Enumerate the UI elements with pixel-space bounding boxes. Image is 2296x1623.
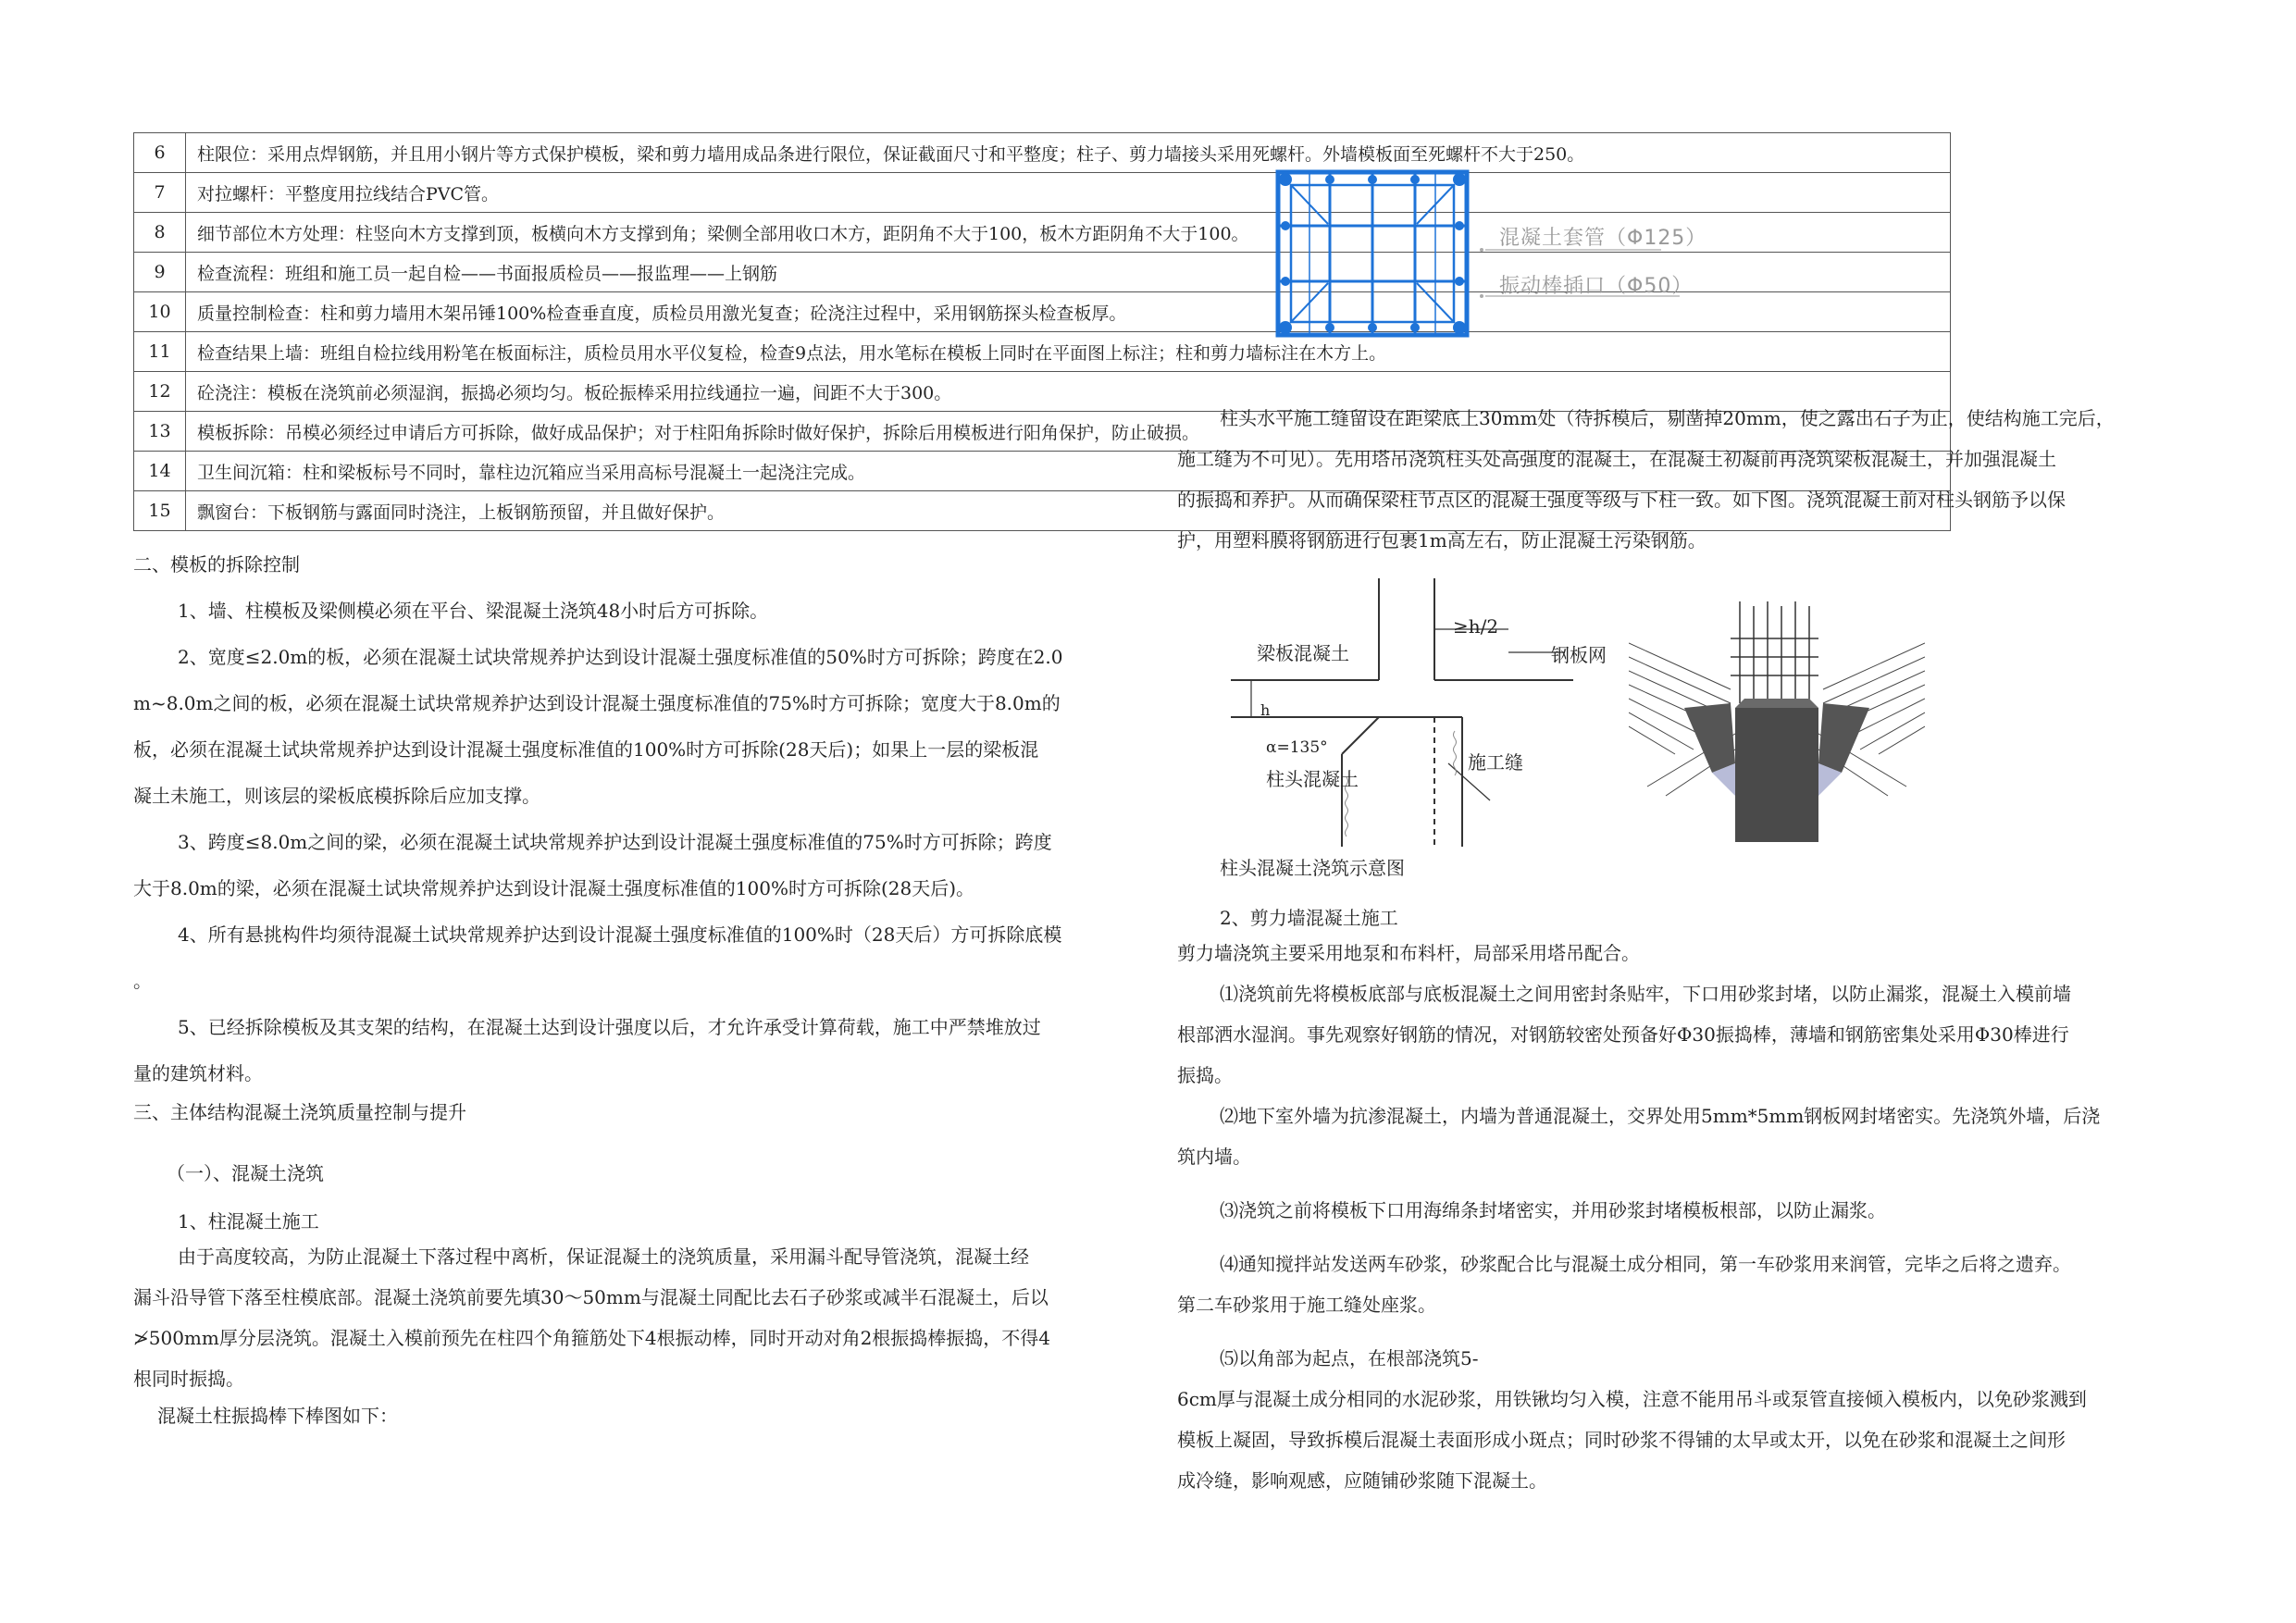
paragraph: ⑷通知搅拌站发送两车砂浆，砂浆配合比与混凝土成分相同，第一车砂浆用来润管，完毕之后将之遗弃。 [1220,1253,2071,1275]
row-number: 12 [134,372,186,412]
row-text: 对拉螺杆：平整度用拉线结合PVC管。 [186,173,1951,213]
column-rebar-figure [1272,167,1744,342]
paragraph: 根同时振捣。 [133,1368,244,1390]
paragraph: 漏斗沿导管下落至柱模底部。混凝土浇筑前要先填30～50mm与混凝土同配比去石子砂浆或减半石混凝土，后以 [133,1286,1049,1308]
row-text: 砼浇注：模板在浇筑前必须湿润，振捣必须均匀。板砼振棒采用拉线通拉一遍，间距不大于300。 [186,372,1951,412]
paragraph: ⑸以角部为起点，在根部浇筑5- [1220,1347,1479,1369]
table-row [134,372,1951,412]
subsection-heading: （一）、混凝土浇筑 [167,1162,324,1184]
paragraph: 2、宽度≤2.0m的板，必须在混凝土试块常规养护达到设计混凝土强度标准值的50%时方可拆除；跨度在2.0 [178,646,1063,668]
paragraph: 第二车砂浆用于施工缝处座浆。 [1177,1294,1436,1316]
paragraph: 5、已经拆除模板及其支架的结构，在混凝土达到设计强度以后，才允许承受计算荷载，施工中严禁堆放过 [178,1016,1041,1038]
figure-caption: 柱头混凝土浇筑示意图 [1220,857,1405,879]
paragraph: m~8.0m之间的板，必须在混凝土试块常规养护达到设计混凝土强度标准值的75%时方可拆除；宽度大于8.0m的 [133,692,1061,714]
paragraph: 剪力墙浇筑主要采用地泵和布料杆，局部采用塔吊配合。 [1177,942,1640,964]
paragraph: 成冷缝，影响观感，应随铺砂浆随下混凝土。 [1177,1469,1547,1492]
subsection-heading-column-concrete: 1、柱混凝土施工 [178,1210,319,1233]
angle-label: α=135° [1266,738,1328,757]
row-number: 14 [134,452,186,491]
row-number: 6 [134,133,186,173]
beam-column-joint-3d [1629,601,1925,842]
paragraph: 的振捣和养护。从而确保梁柱节点区的混凝土强度等级与下柱一致。如下图。浇筑混凝土前对柱头钢筋予以保 [1177,489,2066,511]
row-number: 7 [134,173,186,213]
column-head-joint-section [1231,578,1573,847]
row-number: 10 [134,292,186,332]
paragraph: 由于高度较高，为防止混凝土下落过程中离析，保证混凝土的浇筑质量，采用漏斗配导管浇筑，混凝土经 [178,1245,1029,1268]
paragraph: 根部洒水湿润。事先观察好钢筋的情况，对钢筋较密处预备好Φ30振捣棒，薄墙和钢筋密集处采用Φ30棒进行 [1177,1023,2069,1046]
row-number: 8 [134,213,186,253]
construction-joint-label: 施工缝 [1468,751,1523,774]
subsection-heading-shear-wall: 2、剪力墙混凝土施工 [1220,907,1398,929]
h-label: h [1260,701,1271,719]
paragraph: 振捣。 [1177,1064,1233,1086]
steel-mesh-label: 钢板网 [1551,644,1607,666]
paragraph: 4、所有悬挑构件均须待混凝土试块常规养护达到设计混凝土强度标准值的100%时（28天后）方可拆除底模 [178,923,1062,946]
paragraph: 量的建筑材料。 [133,1062,263,1084]
paragraph: 6cm厚与混凝土成分相同的水泥砂浆，用铁锹均匀入模，注意不能用吊斗或泵管直接倾入模板内，以免砂浆溅到 [1177,1388,2087,1410]
row-text: 卫生间沉箱：柱和梁板标号不同时，靠柱边沉箱应当采用高标号混凝土一起浇注完成。 [186,452,1951,491]
paragraph: ⑴浇筑前先将模板底部与底板混凝土之间用密封条贴牢，下口用砂浆封堵，以防止漏浆，混凝土入模前墙 [1220,983,2071,1005]
vibrator-port-label: 振动棒插口（Φ50） [1499,275,1694,298]
row-number: 15 [134,491,186,531]
row-text: 检查流程：班组和施工员一起自检——书面报质检员——报监理——上钢筋 [186,253,1951,292]
paragraph: 3、跨度≤8.0m之间的梁，必须在混凝土试块常规养护达到设计混凝土强度标准值的75%时方可拆除；跨度 [178,831,1052,853]
row-text: 细节部位木方处理：柱竖向木方支撑到顶，板横向木方支撑到角；梁侧全部用收口木方，距阴角不大于100，板木方距阴角不大于100。 [186,213,1951,253]
paragraph: 施工缝为不可见）。先用塔吊浇筑柱头处高强度的混凝土，在混凝土初凝前再浇筑梁板混凝土，并加强混凝土 [1177,448,2056,470]
paragraph: ≯500mm厚分层浇筑。混凝土入模前预先在柱四个角箍筋处下4根振动棒，同时开动对角2根振捣棒振捣，不得4 [133,1327,1051,1349]
paragraph: 筑内墙。 [1177,1146,1251,1168]
row-text: 质量控制检查：柱和剪力墙用木架吊锤100%检查垂直度，质检员用激光复查；砼浇注过程中，采用钢筋探头检查板厚。 [186,292,1951,332]
row-number: 11 [134,332,186,372]
paragraph: 板，必须在混凝土试块常规养护达到设计混凝土强度标准值的100%时方可拆除(28天后)；如果上一层的梁板混 [133,738,1039,761]
beam-slab-concrete-label: 梁板混凝土 [1257,642,1349,664]
paragraph: 1、墙、柱模板及梁侧模必须在平台、梁混凝土浇筑48小时后方可拆除。 [178,600,769,622]
row-number: 13 [134,412,186,452]
row-text: 飘窗台：下板钢筋与露面同时浇注，上板钢筋预留，并且做好保护。 [186,491,1951,531]
paragraph: 护，用塑料膜将钢筋进行包裹1m高左右，防止混凝土污染钢筋。 [1177,529,1706,551]
row-number: 9 [134,253,186,292]
row-text: 柱限位：采用点焊钢筋，并且用小钢片等方式保护模板，梁和剪力墙用成品条进行限位，保证截面尺寸和平整度；柱子、剪力墙接头采用死螺杆。外墙模板面至死螺杆不大于250。 [186,133,1951,173]
section-heading-concrete-quality: 三、主体结构混凝土浇筑质量控制与提升 [133,1101,466,1123]
paragraph: 凝土未施工，则该层的梁板底模拆除后应加支撑。 [133,785,540,807]
paragraph: 混凝土柱振捣棒下棒图如下： [157,1405,398,1427]
paragraph: ⑵地下室外墙为抗渗混凝土，内墙为普通混凝土，交界处用5mm*5mm钢板网封堵密实。先浇筑外墙，后浇 [1220,1105,2101,1127]
paragraph: 柱头水平施工缝留设在距梁底上30mm处（待拆模后，剔凿掉20mm，使之露出石子为止，使结构施工完后， [1220,407,2115,429]
row-text: 模板拆除：吊模必须经过申请后方可拆除，做好成品保护；对于柱阳角拆除时做好保护，拆除后用模板进行阳角保护，防止破损。 [186,412,1951,452]
paragraph: 大于8.0m的梁，必须在混凝土试块常规养护达到设计混凝土强度标准值的100%时方可拆除(28天后)。 [133,877,975,899]
sleeve-label: 混凝土套管（Φ125） [1499,227,1707,250]
half-h-label: ≥h/2 [1453,615,1499,638]
paragraph: 模板上凝固，导致拆模后混凝土表面形成小斑点；同时砂浆不得铺的太早或太开，以免在砂浆和混凝土之间形 [1177,1429,2066,1451]
row-text: 检查结果上墙：班组自检拉线用粉笔在板面标注，质检员用水平仪复检，检查9点法，用水笔标在模板上同时在平面图上标注；柱和剪力墙标注在木方上。 [186,332,1951,372]
paragraph: 。 [133,970,152,992]
column-head-concrete-label: 柱头混凝土 [1266,768,1359,790]
paragraph: ⑶浇筑之前将模板下口用海绵条封堵密实，并用砂浆封堵模板根部，以防止漏浆。 [1220,1199,1886,1221]
section-heading-formwork-removal: 二、模板的拆除控制 [133,553,300,576]
